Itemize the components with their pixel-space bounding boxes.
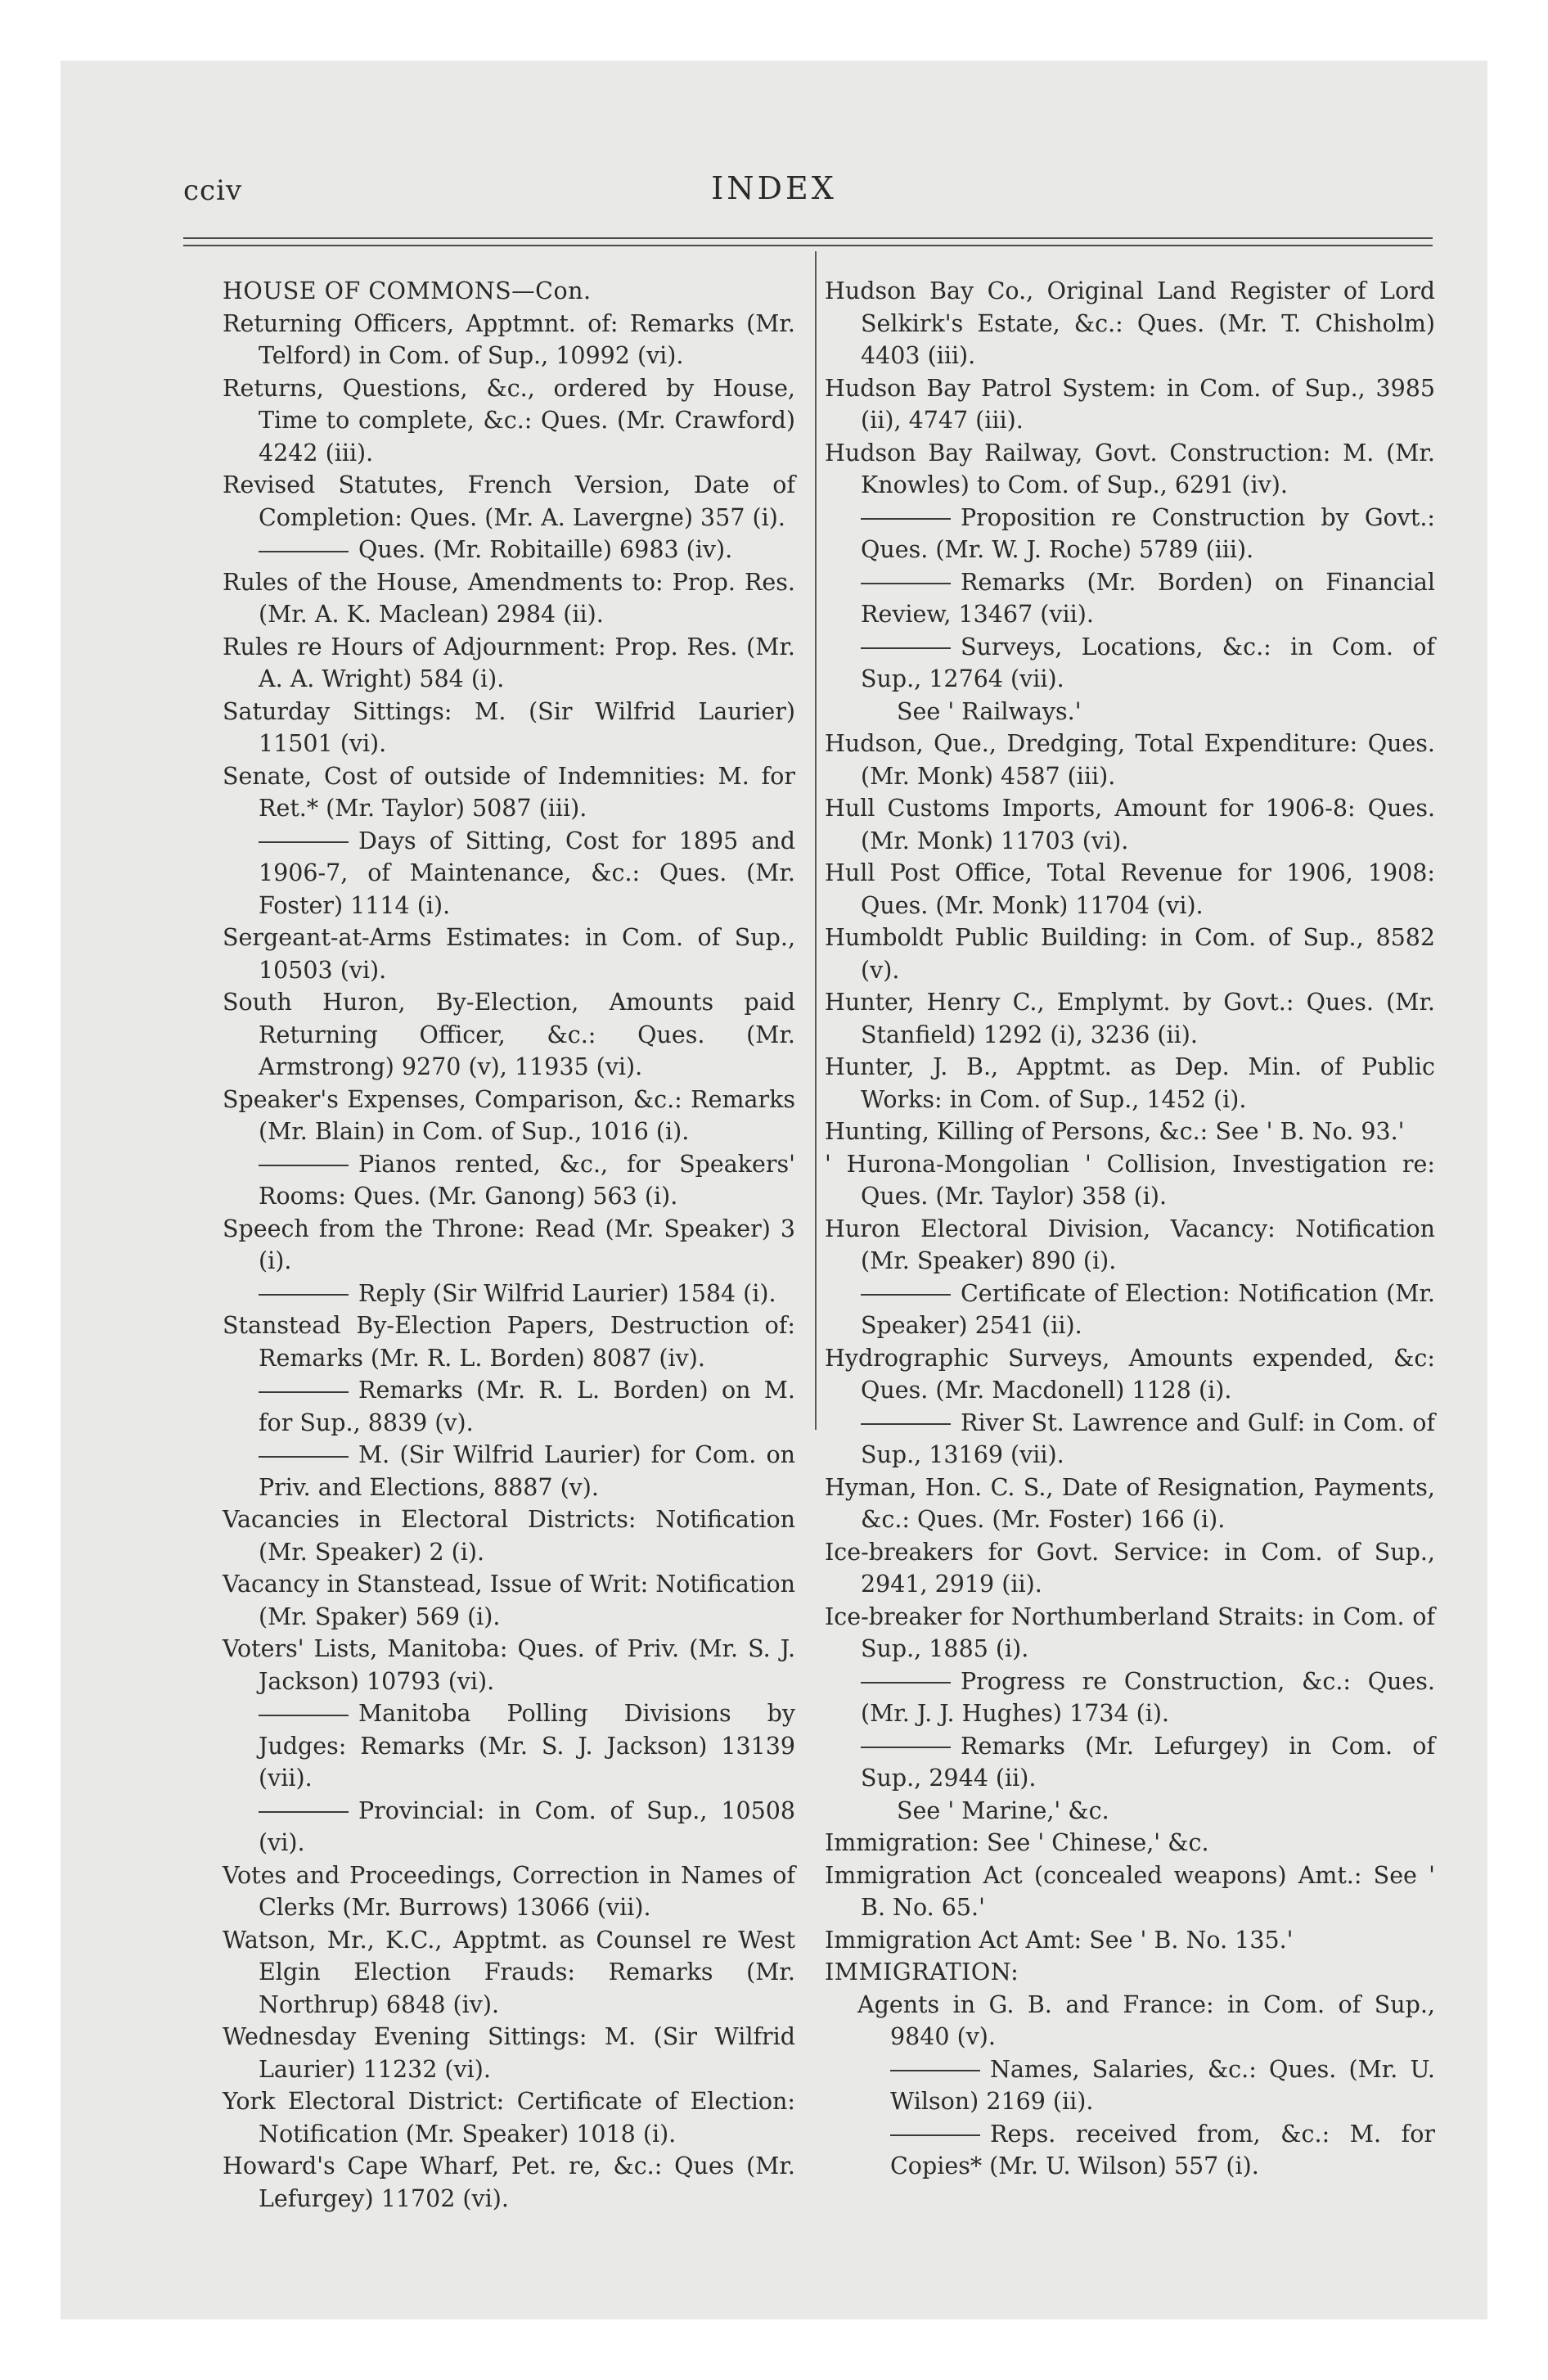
entry-text: Saturday Sittings: M. (Sir Wilfrid Laurier) 11501 (vi). <box>223 697 795 757</box>
ditto-dash <box>890 2134 980 2136</box>
index-entry <box>825 792 1435 857</box>
entry-text: Sergeant-at-Arms Estimates: in Com. of Sup., 10503 (vi). <box>223 924 795 984</box>
index-subentry <box>223 1697 795 1795</box>
entry-text: Ques. (Mr. Robitaille) 6983 (iv). <box>358 536 733 563</box>
index-entry <box>825 1342 1435 1407</box>
ditto-dash <box>890 2070 980 2071</box>
index-entry <box>223 631 795 696</box>
entry-text: ' Hurona-Mongolian ' Collision, Investigation re: Ques. (Mr. Taylor) 358 (i). <box>825 1150 1435 1210</box>
index-entry <box>223 1568 795 1633</box>
index-entry <box>223 308 795 372</box>
index-entry <box>223 2021 795 2085</box>
entry-text: Hull Customs Imports, Amount for 1906-8: Ques. (Mr. Monk) 11703 (vi). <box>825 795 1435 854</box>
page-number: cciv <box>183 174 243 207</box>
index-entry <box>223 1924 795 2022</box>
entry-text: Names, Salaries, &c.: Ques. (Mr. U. Wilson) 2169 (ii). <box>890 2055 1435 2115</box>
index-entry <box>825 857 1435 922</box>
index-heading <box>825 1956 1435 1989</box>
ditto-dash <box>259 841 349 843</box>
entry-text: Speech from the Throne: Read (Mr. Speaker) 3 (i). <box>223 1215 795 1274</box>
index-entry <box>223 696 795 760</box>
entry-text: See ' Railways.' <box>897 697 1082 725</box>
index-subentry <box>223 825 795 922</box>
header-rule <box>183 245 1433 246</box>
index-entry <box>825 1924 1435 1957</box>
index-subentry <box>223 534 795 566</box>
entry-text: York Electoral District: Certificate of Election: Notification (Mr. Speaker) 1018 (i). <box>223 2088 795 2148</box>
entry-text: Voters' Lists, Manitoba: Ques. of Priv. (Mr. S. J. Jackson) 10793 (vi). <box>223 1635 795 1695</box>
left-column <box>223 275 795 2215</box>
entry-text: Days of Sitting, Cost for 1895 and 1906-7, of Maintenance, &c.: Ques. (Mr. Foster) 1114 (i). <box>259 827 795 919</box>
index-entry <box>223 986 795 1084</box>
index-entry <box>825 1536 1435 1601</box>
index-entry <box>825 1472 1435 1536</box>
entry-text: M. (Sir Wilfrid Laurier) for Com. on Priv. and Elections, 8887 (v). <box>259 1441 795 1501</box>
entry-text: Proposition re Construction by Govt.: Ques. (Mr. W. J. Roche) 5789 (iii). <box>861 503 1435 563</box>
index-subentry <box>825 1666 1435 1730</box>
entry-text: Rules of the House, Amendments to: Prop. Res. (Mr. A. K. Maclean) 2984 (ii). <box>223 568 795 628</box>
entry-text: Remarks (Mr. Lefurgey) in Com. of Sup., 2944 (ii). <box>861 1732 1435 1792</box>
entry-text: Agents in G. B. and France: in Com. of Sup., 9840 (v). <box>857 1990 1435 2050</box>
index-entry <box>825 1989 1435 2053</box>
entry-text: Certificate of Election: Notification (Mr. Speaker) 2541 (ii). <box>861 1279 1435 1339</box>
ditto-dash <box>861 1747 951 1748</box>
ditto-dash <box>259 1811 349 1813</box>
index-subentry <box>223 1278 795 1310</box>
right-column <box>825 275 1435 2183</box>
index-subentry <box>223 1148 795 1213</box>
entry-text: Hunter, J. B., Apptmt. as Dep. Min. of Public Works: in Com. of Sup., 1452 (i). <box>825 1053 1435 1113</box>
ditto-dash <box>259 1391 349 1393</box>
index-entry <box>223 1084 795 1148</box>
entry-text: Wednesday Evening Sittings: M. (Sir Wilfrid Laurier) 11232 (vi). <box>223 2023 795 2083</box>
index-subentry <box>825 1730 1435 1795</box>
ditto-dash <box>259 551 349 552</box>
entry-text: Pianos rented, &c., for Speakers' Rooms: Ques. (Mr. Ganong) 563 (i). <box>259 1150 795 1210</box>
index-subentry <box>825 1407 1435 1472</box>
index-entry <box>223 1503 795 1568</box>
index-entry <box>223 469 795 534</box>
entry-text: Surveys, Locations, &c.: in Com. of Sup., 12764 (vii). <box>861 633 1435 692</box>
entry-text: Revised Statutes, French Version, Date of Completion: Ques. (Mr. A. Lavergne) 357 (i). <box>223 471 795 531</box>
entry-text: Reps. received from, &c.: M. for Copies* (Mr. U. Wilson) 557 (i). <box>890 2120 1435 2179</box>
index-subentry <box>825 1278 1435 1342</box>
index-entry <box>223 1309 795 1374</box>
entry-text: See ' Marine,' &c. <box>897 1796 1109 1824</box>
ditto-dash <box>861 583 951 584</box>
ditto-dash <box>861 1423 951 1425</box>
index-subentry <box>825 566 1435 631</box>
index-entry <box>223 1213 795 1278</box>
entry-text: Huron Electoral Division, Vacancy: Notification (Mr. Speaker) 890 (i). <box>825 1215 1435 1274</box>
entry-text: Howard's Cape Wharf, Pet. re, &c.: Ques (Mr. Lefurgey) 11702 (vi). <box>223 2152 795 2212</box>
index-entry <box>825 986 1435 1051</box>
entry-text: Returning Officers, Apptmnt. of: Remarks (Mr. Telford) in Com. of Sup., 10992 (vi). <box>223 309 795 369</box>
entry-text: Progress re Construction, &c.: Ques. (Mr. J. J. Hughes) 1734 (i). <box>861 1667 1435 1727</box>
entry-text: Hudson, Que., Dredging, Total Expenditure: Ques. (Mr. Monk) 4587 (iii). <box>825 730 1435 790</box>
entry-text: Hydrographic Surveys, Amounts expended, &c: Ques. (Mr. Macdonell) 1128 (i). <box>825 1344 1435 1404</box>
index-entry <box>223 2150 795 2215</box>
index-entry <box>825 1051 1435 1116</box>
index-entry <box>825 1116 1435 1148</box>
entry-text: South Huron, By-Election, Amounts paid Returning Officer, &c.: Ques. (Mr. Armstrong) 9270 (v), 11935 (vi). <box>223 989 795 1080</box>
ditto-dash <box>861 1682 951 1684</box>
index-entry <box>825 1827 1435 1859</box>
entry-text: Votes and Proceedings, Correction in Names of Clerks (Mr. Burrows) 13066 (vii). <box>223 1861 795 1921</box>
index-cross-reference <box>825 696 1435 728</box>
entry-text: Immigration Act Amt: See ' B. No. 135.' <box>825 1926 1294 1954</box>
entry-text: Hunting, Killing of Persons, &c.: See ' B. No. 93.' <box>825 1118 1405 1145</box>
entry-text: Hull Post Office, Total Revenue for 1906, 1908: Ques. (Mr. Monk) 11704 (vi). <box>825 859 1435 919</box>
index-entry <box>825 728 1435 792</box>
index-cross-reference <box>825 1795 1435 1828</box>
entry-text: Immigration Act (concealed weapons) Amt.: See ' B. No. 65.' <box>825 1861 1435 1921</box>
index-entry <box>223 372 795 470</box>
index-entry <box>825 275 1435 372</box>
header-rule <box>183 237 1433 239</box>
index-entry <box>825 372 1435 437</box>
entry-text: Remarks (Mr. Borden) on Financial Review, 13467 (vii). <box>861 568 1435 628</box>
entry-text: Hudson Bay Railway, Govt. Construction: M. (Mr. Knowles) to Com. of Sup., 6291 (iv). <box>825 439 1435 498</box>
entry-text: Vacancies in Electoral Districts: Notification (Mr. Speaker) 2 (i). <box>223 1506 795 1566</box>
entry-text: Reply (Sir Wilfrid Laurier) 1584 (i). <box>358 1279 776 1307</box>
entry-text: Hyman, Hon. C. S., Date of Resignation, Payments, &c.: Ques. (Mr. Foster) 166 (i). <box>825 1473 1435 1533</box>
index-entry <box>825 922 1435 986</box>
index-entry <box>825 1859 1435 1924</box>
ditto-dash <box>861 518 951 520</box>
entry-text: Watson, Mr., K.C., Apptmt. as Counsel re West Elgin Election Frauds: Remarks (Mr. Northrup) 6848 (iv). <box>223 1926 795 2018</box>
entry-text: Provincial: in Com. of Sup., 10508 (vi). <box>259 1796 795 1856</box>
index-subentry <box>223 1374 795 1439</box>
ditto-dash <box>259 1456 349 1458</box>
index-entry <box>223 1859 795 1924</box>
column-divider <box>815 251 817 1430</box>
index-subentry <box>825 2118 1435 2183</box>
index-entry <box>223 760 795 825</box>
entry-text: Rules re Hours of Adjournment: Prop. Res. (Mr. A. A. Wright) 584 (i). <box>223 633 795 692</box>
entry-text: Hudson Bay Co., Original Land Register of Lord Selkirk's Estate, &c.: Ques. (Mr. T. Chisholm) 4403 (iii). <box>825 277 1435 369</box>
entry-text: Humboldt Public Building: in Com. of Sup., 8582 (v). <box>825 924 1435 984</box>
ditto-dash <box>861 647 951 649</box>
index-subentry <box>223 1439 795 1503</box>
index-heading <box>223 275 795 308</box>
entry-text: Ice-breakers for Govt. Service: in Com. of Sup., 2941, 2919 (ii). <box>825 1538 1435 1598</box>
entry-text: River St. Lawrence and Gulf: in Com. of Sup., 13169 (vii). <box>861 1409 1435 1468</box>
entry-text: Stanstead By-Election Papers, Destruction of: Remarks (Mr. R. L. Borden) 8087 (iv). <box>223 1312 795 1372</box>
entry-text: Hunter, Henry C., Emplymt. by Govt.: Ques. (Mr. Stanfield) 1292 (i), 3236 (ii). <box>825 989 1435 1048</box>
entry-text: Senate, Cost of outside of Indemnities: M. for Ret.* (Mr. Taylor) 5087 (iii). <box>223 762 795 822</box>
index-entry <box>825 1213 1435 1278</box>
entry-text: Immigration: See ' Chinese,' &c. <box>825 1829 1209 1856</box>
entry-text: IMMIGRATION: <box>825 1959 1019 1986</box>
entry-text: Hudson Bay Patrol System: in Com. of Sup., 3985 (ii), 4747 (iii). <box>825 374 1435 434</box>
entry-text: Returns, Questions, &c., ordered by House, Time to complete, &c.: Ques. (Mr. Crawford) 4242 (iii). <box>223 374 795 467</box>
ditto-dash <box>259 1165 349 1166</box>
index-subentry <box>825 502 1435 566</box>
index-entry <box>223 922 795 986</box>
index-entry <box>825 1601 1435 1666</box>
ditto-dash <box>259 1294 349 1296</box>
running-title: INDEX <box>711 170 837 206</box>
ditto-dash <box>259 1715 349 1716</box>
index-subentry <box>825 631 1435 696</box>
index-entry <box>223 1633 795 1697</box>
entry-text: Speaker's Expenses, Comparison, &c.: Remarks (Mr. Blain) in Com. of Sup., 1016 (i). <box>223 1085 795 1145</box>
index-entry <box>825 437 1435 502</box>
entry-text: HOUSE OF COMMONS—Con. <box>223 277 592 304</box>
ditto-dash <box>861 1294 951 1296</box>
entry-text: Ice-breaker for Northumberland Straits: in Com. of Sup., 1885 (i). <box>825 1602 1435 1662</box>
entry-text: Vacancy in Stanstead, Issue of Writ: Notification (Mr. Spaker) 569 (i). <box>223 1571 795 1630</box>
index-entry <box>223 2085 795 2150</box>
index-subentry <box>223 1795 795 1859</box>
entry-text: Manitoba Polling Divisions by Judges: Remarks (Mr. S. J. Jackson) 13139 (vii). <box>259 1700 795 1792</box>
index-entry <box>223 566 795 631</box>
entry-text: Remarks (Mr. R. L. Borden) on M. for Sup., 8839 (v). <box>259 1377 795 1436</box>
index-subentry <box>825 2053 1435 2118</box>
index-entry <box>825 1148 1435 1213</box>
